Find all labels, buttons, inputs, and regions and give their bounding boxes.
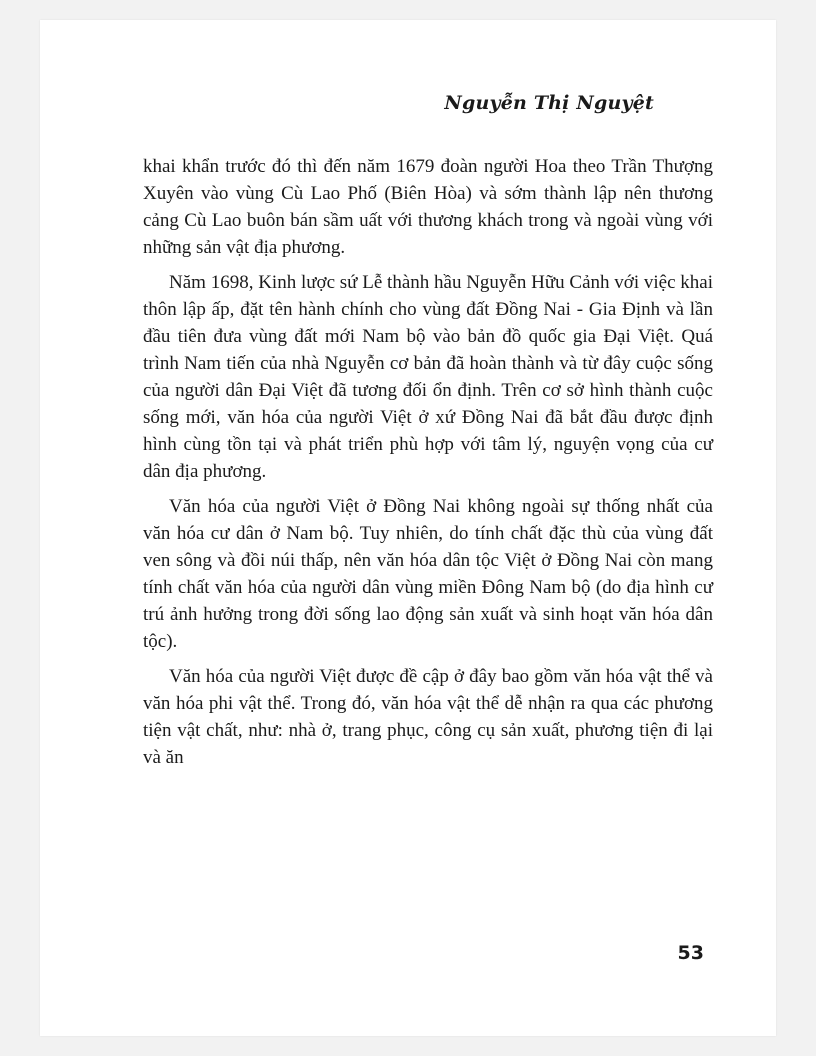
paragraph-1: khai khẩn trước đó thì đến năm 1679 đoàn người Hoa theo Trần Thượng Xuyên vào vùng Cù Lao Phố (Biên Hòa) và sớm thành lập nên thương cảng Cù Lao buôn bán sầm uất với thương khách trong và ngoài vùng với những sản vật địa phương. [143,156,713,258]
book-page [40,20,776,1036]
page-number: 53 [677,942,704,964]
paragraph-3: Văn hóa của người Việt ở Đồng Nai không ngoài sự thống nhất của văn hóa cư dân ở Nam bộ. Tuy nhiên, do tính chất đặc thù của vùng đất ven sông và đồi núi thấp, nên văn hóa dân tộc Việt ở Đồng Nai còn mang tính chất văn hóa của người dân vùng miền Đông Nam bộ (do địa hình cư trú ảnh hưởng trong đời sống lao động sản xuất và sinh hoạt văn hóa dân tộc). [143,496,713,652]
paragraph-4: Văn hóa của người Việt được đề cập ở đây bao gồm văn hóa vật thể và văn hóa phi vật thể. Trong đó, văn hóa vật thể dễ nhận ra qua các phương tiện vật chất, như: nhà ở, trang phục, công cụ sản xuất, phương tiện đi lại và ăn [143,666,713,768]
paragraph-2: Năm 1698, Kinh lược sứ Lễ thành hầu Nguyễn Hữu Cảnh với việc khai thôn lập ấp, đặt tên hành chính cho vùng đất Đồng Nai - Gia Định và lần đầu tiên đưa vùng đất mới Nam bộ vào bản đồ quốc gia Đại Việt. Quá trình Nam tiến của nhà Nguyễn cơ bản đã hoàn thành và từ đây cuộc sống của người dân Đại Việt đã tương đối ổn định. Trên cơ sở hình thành cuộc sống mới, văn hóa của người Việt ở xứ Đồng Nai đã bắt đầu được định hình cùng tồn tại và phát triển phù hợp với tâm lý, nguyện vọng của cư dân địa phương. [143,272,713,482]
body-text [143,153,713,779]
running-header-author: Nguyễn Thị Nguyệt [444,92,654,114]
